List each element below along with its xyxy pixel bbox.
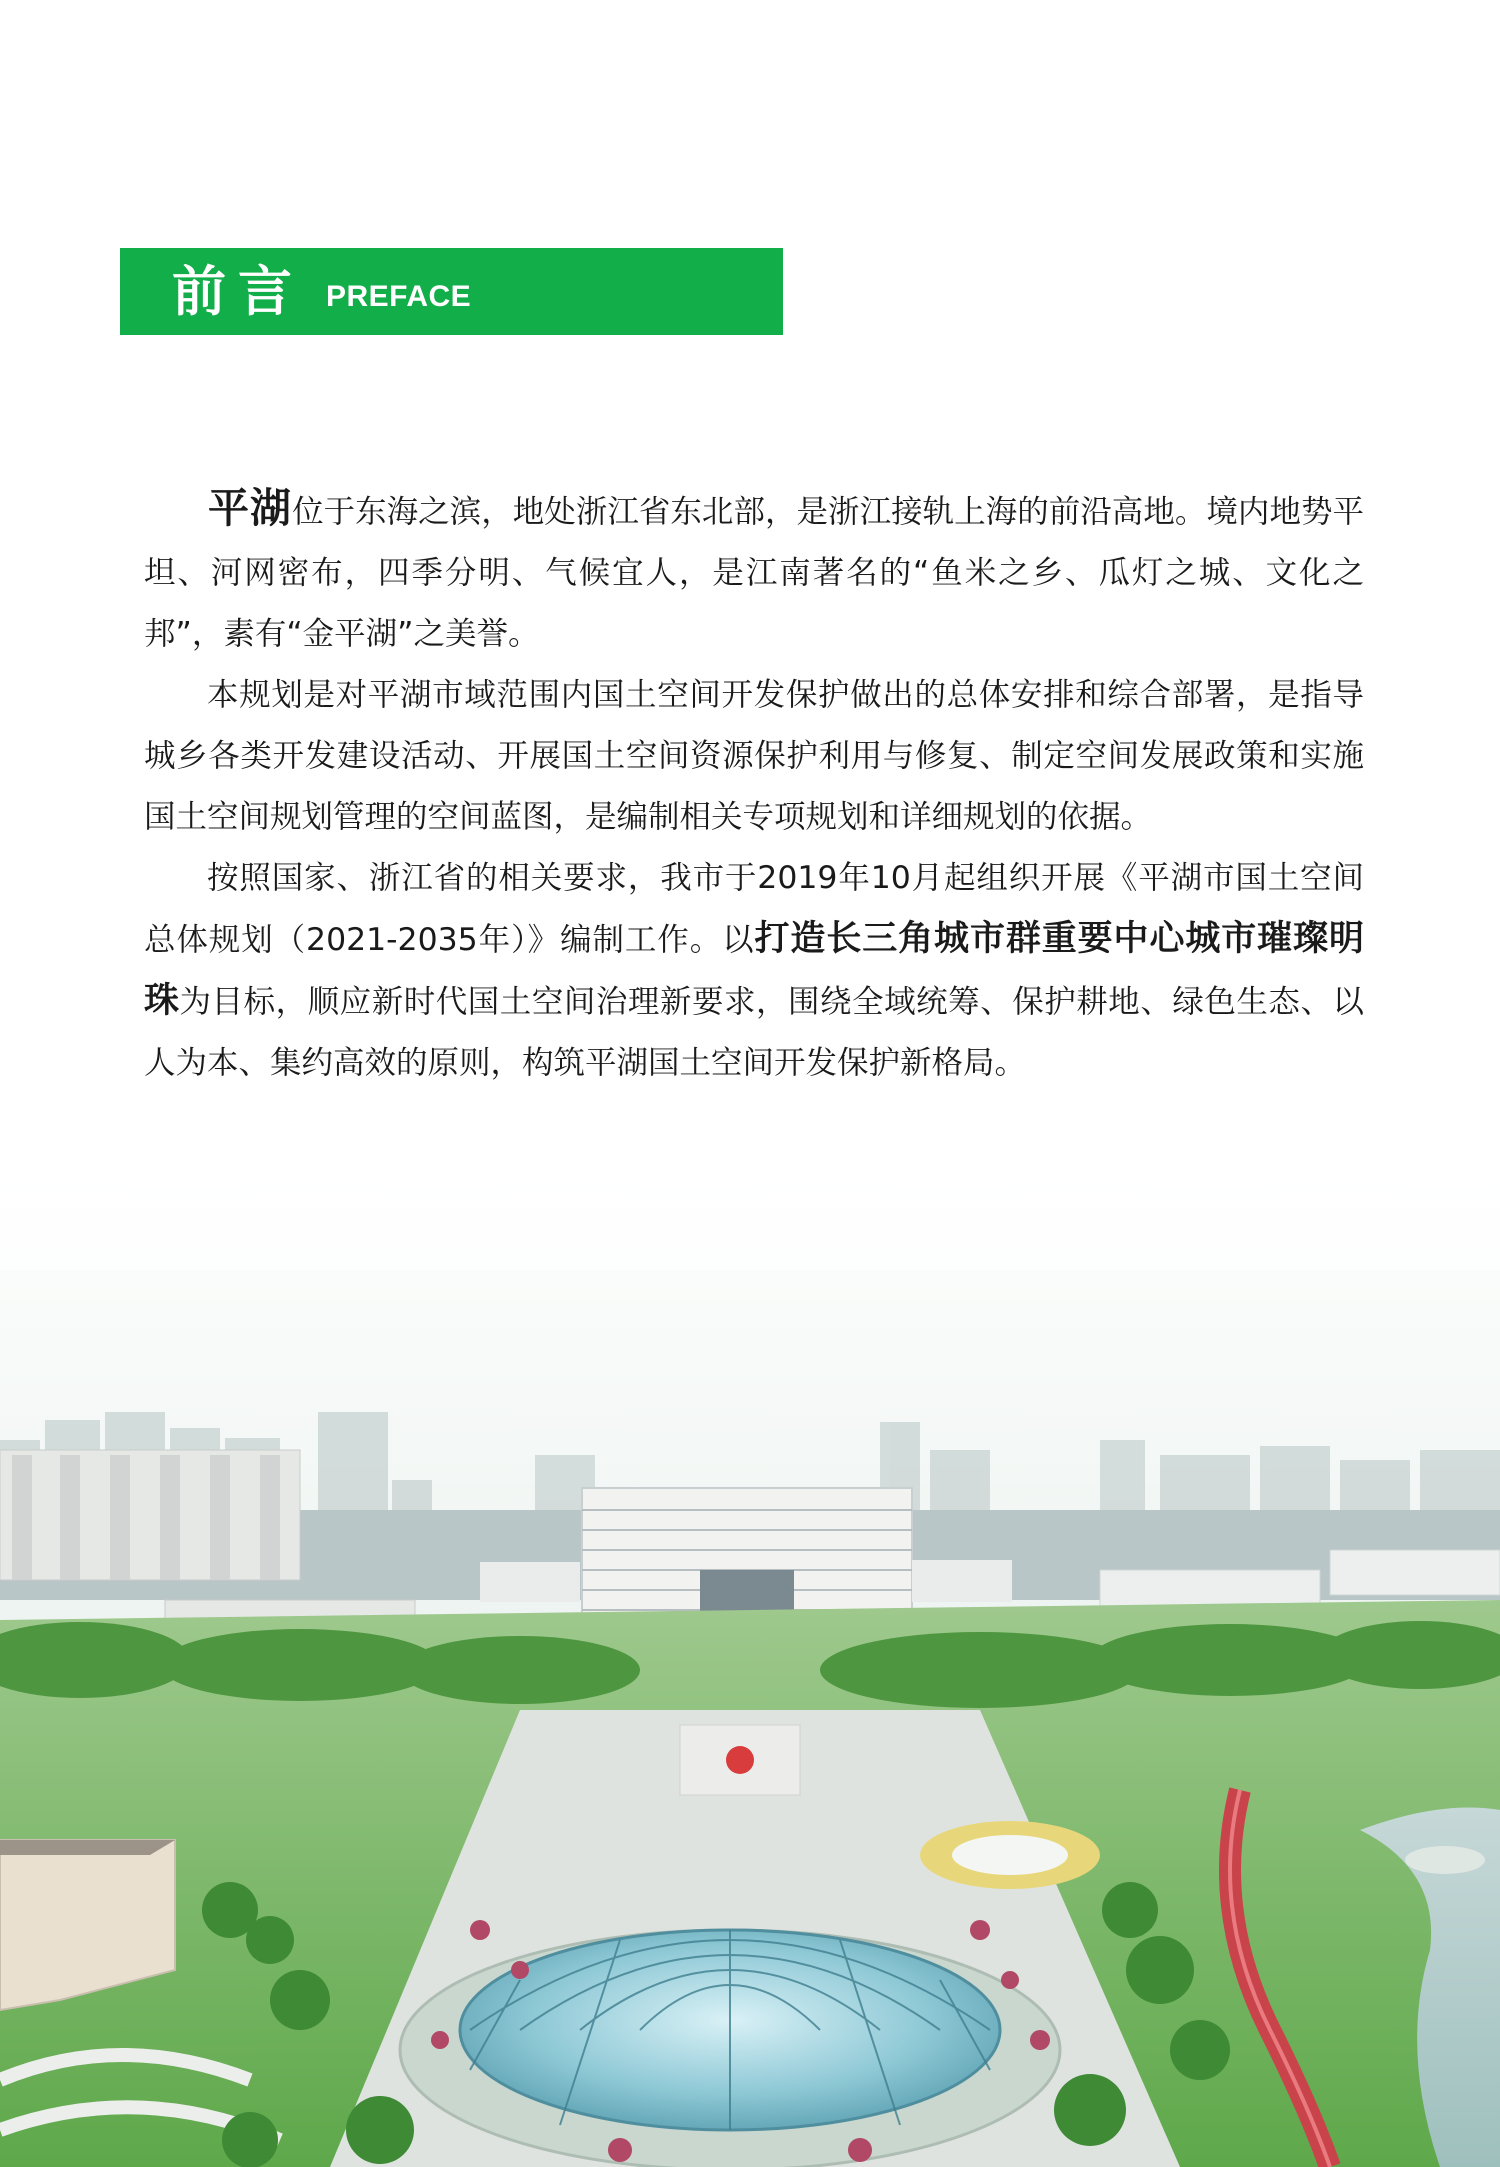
paragraph-2-text: 本规划是对平湖市域范围内国土空间开发保护做出的总体安排和综合部署，是指导城乡各类开发建设活动、开展国土空间资源保护利用与修复、制定空间发展政策和实施国土空间规划管理的空间蓝图，是编制相关专项规划和详细规划的依据。 (144, 677, 1364, 835)
paragraph-2 (144, 665, 1364, 848)
section-title-cn: 前言 (172, 259, 304, 323)
paragraph-1-text: 位于东海之滨，地处浙江省东北部，是浙江接轨上海的前沿高地。境内地势平坦、河网密布，四季分明、气候宜人，是江南著名的“鱼米之乡、瓜灯之城、文化之邦”，素有“金平湖”之美誉。 (144, 494, 1364, 652)
paragraph-3-text-b: 为目标，顺应新时代国土空间治理新要求，围绕全域统筹、保护耕地、绿色生态、以人为本、集约高效的原则，构筑平湖国土空间开发保护新格局。 (144, 984, 1364, 1081)
aerial-city-illustration (0, 1150, 1500, 2167)
glass-dome (400, 1930, 1060, 2167)
aerial-city-photo (0, 1150, 1500, 2167)
paragraph-1 (144, 478, 1364, 665)
paragraph-3-emphasis: 打造长三角城市群重要中心城市璀璨明珠 (144, 919, 1364, 1021)
paragraph-3-text-a: 按照国家、浙江省的相关要求，我市于2019年10月起组织开展《平湖市国土空间总体规划（2021-2035年）》编制工作。以 (144, 860, 1364, 958)
preface-body (144, 478, 1364, 1094)
section-header-bar (120, 248, 783, 335)
paragraph-3 (144, 848, 1364, 1094)
lead-word: 平湖 (208, 484, 293, 532)
section-title-en: PREFACE (326, 279, 472, 313)
